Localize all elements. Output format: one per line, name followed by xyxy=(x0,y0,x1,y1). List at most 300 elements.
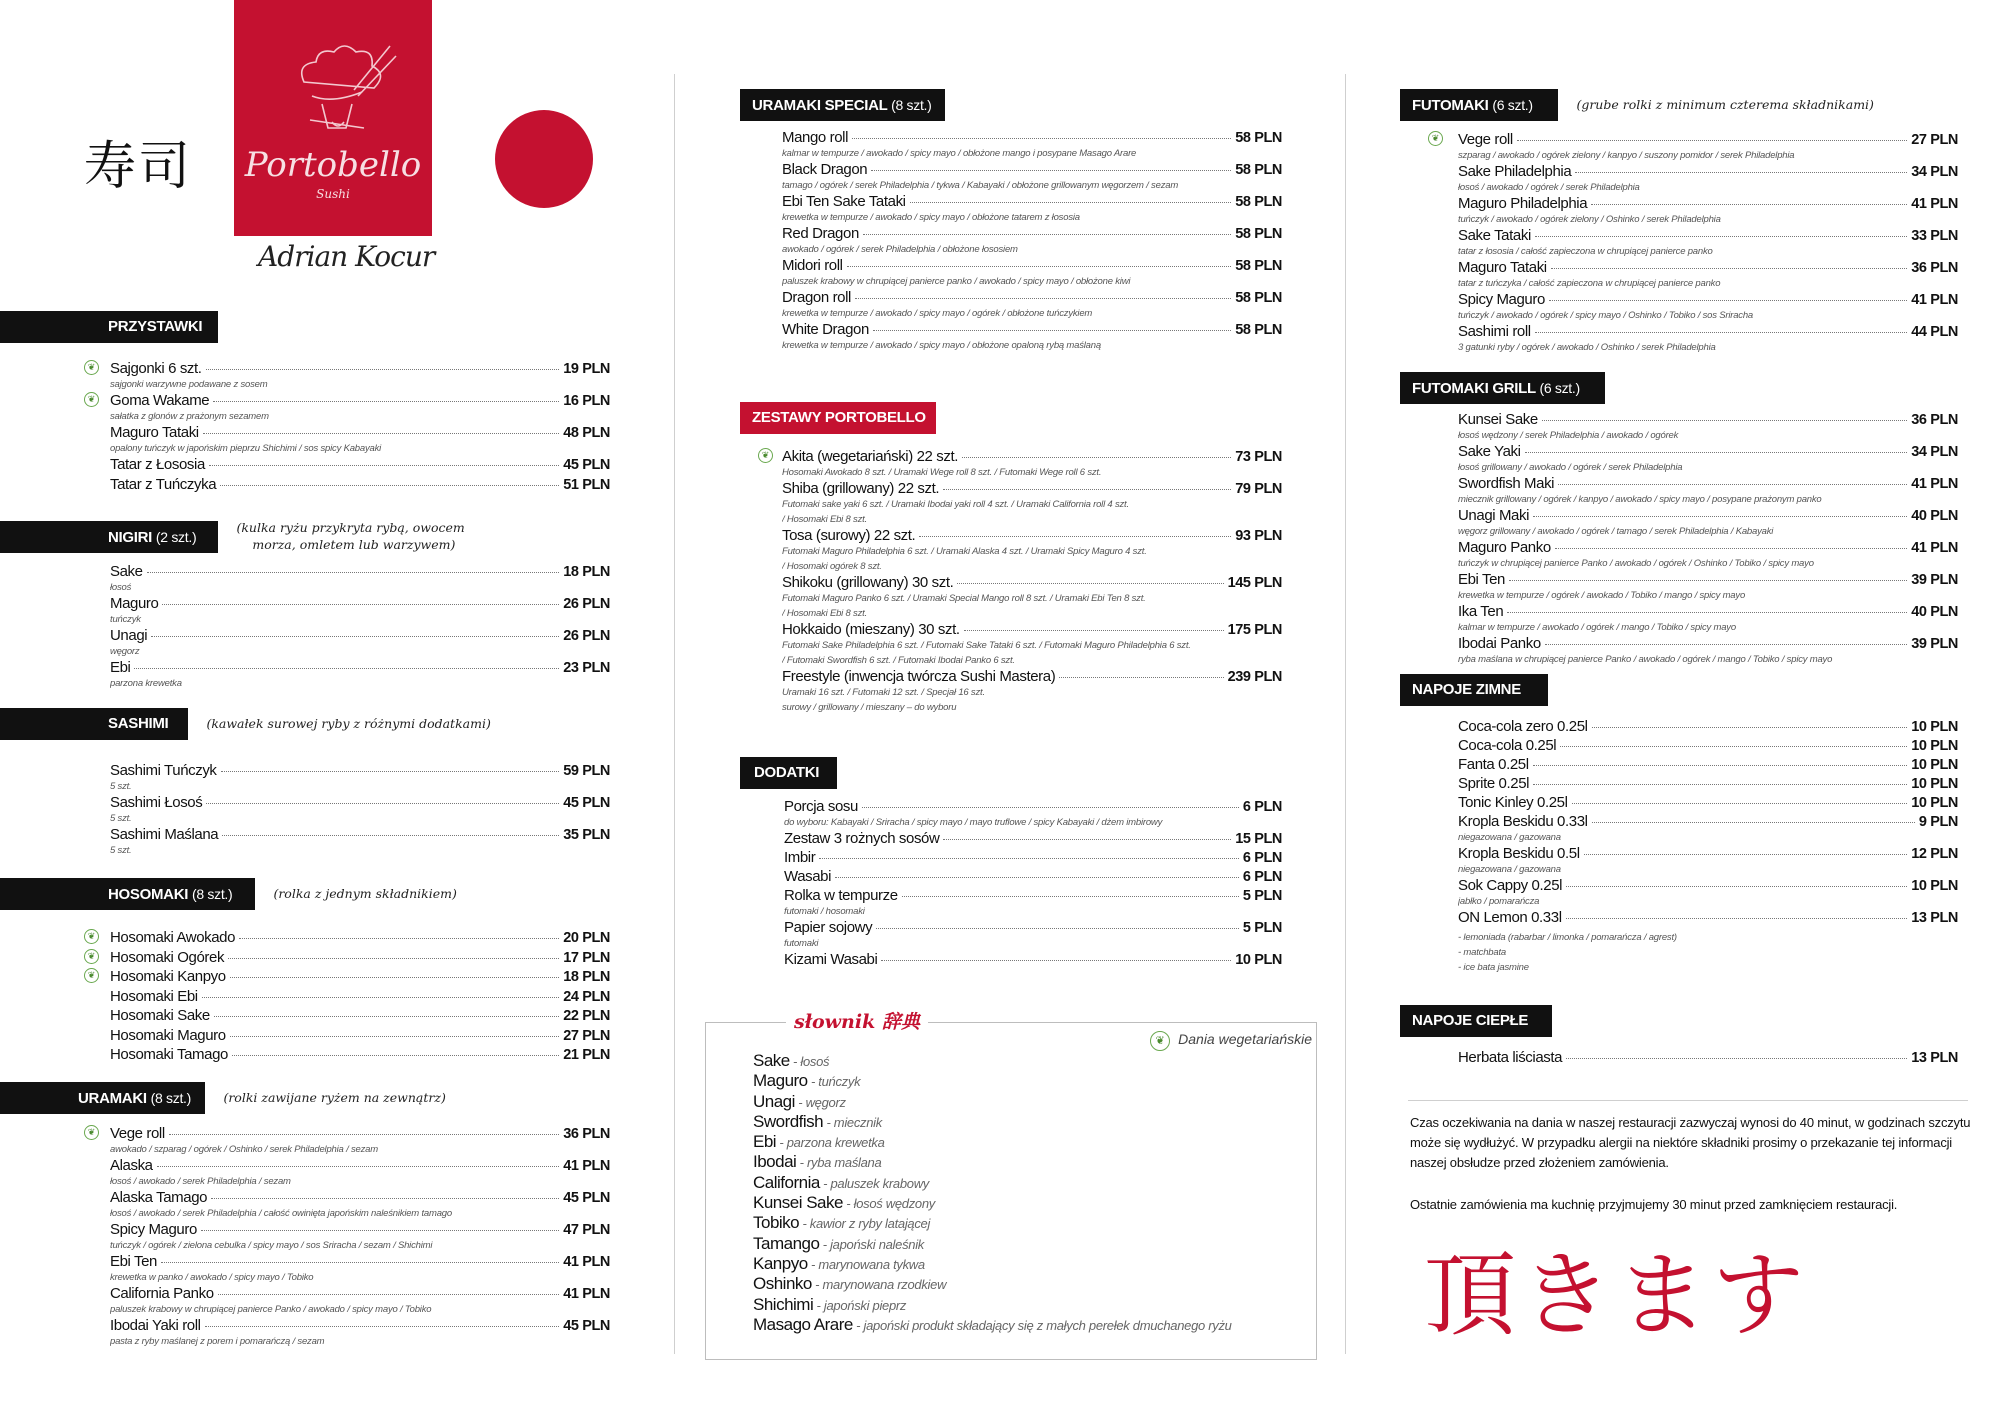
leaf-icon: ❦ xyxy=(84,360,99,375)
menu-item xyxy=(1458,195,1958,227)
item-name: Hosomaki Ebi xyxy=(110,987,198,1005)
item-description: futomaki / hosomaki xyxy=(784,906,865,917)
item-name: Porcja sosu xyxy=(784,798,858,815)
item-description: parzona krewetka xyxy=(110,678,182,689)
glossary-definition: - marynowana tykwa xyxy=(807,1256,925,1272)
item-name: Sashimi Maślana xyxy=(110,826,219,843)
menu-item-row xyxy=(1458,259,1958,276)
dot-leader xyxy=(873,330,1231,331)
item-description: szparag / awokado / ogórek zielony / kanpyo / suszony pomidor / serek Philadelphia xyxy=(1458,150,1795,161)
glossary-entry xyxy=(753,1051,1232,1071)
item-price: 41 PLN xyxy=(563,1158,610,1174)
item-name: Hosomaki Sake xyxy=(110,1007,210,1024)
item-price: 40 PLN xyxy=(1911,604,1958,620)
item-price: 45 PLN xyxy=(563,795,610,811)
dot-leader xyxy=(1059,677,1223,678)
menu-item-row xyxy=(784,951,1282,968)
menu-item xyxy=(110,762,610,794)
item-description: do wyboru: Kabayaki / Sriracha / spicy mayo / mayo truflowe / spicy Kabayaki / dżem imbirowy xyxy=(784,817,1163,828)
glossary-definition: - miecznik xyxy=(823,1114,882,1130)
item-description: surowy / grillowany / mieszany – do wyboru xyxy=(782,702,957,713)
item-price: 45 PLN xyxy=(563,457,610,473)
item-description: tuńczyk / ogórek / zielona cebulka / spicy mayo / sos Sriracha / sezam / Shichimi xyxy=(110,1240,433,1251)
menu-item-row xyxy=(1458,227,1958,244)
menu-item-row xyxy=(782,225,1282,242)
section-note: (kawałek surowej ryby z różnymi dodatkami) xyxy=(206,716,491,731)
item-description: / Futomaki Swordfish 6 szt. / Futomaki Ibodai Panko 6 szt. xyxy=(782,655,1015,666)
glossary-entry xyxy=(753,1152,1232,1172)
item-price: 39 PLN xyxy=(1911,636,1958,652)
dot-leader xyxy=(220,485,559,486)
dot-leader xyxy=(964,630,1224,631)
leaf-icon: ❦ xyxy=(84,949,99,964)
item-price: 5 PLN xyxy=(1242,888,1282,904)
dot-leader xyxy=(213,401,559,402)
glossary-term: Tamango xyxy=(753,1233,820,1253)
item-description: paluszek krabowy w chrupiącej panierce panko / awokado / spicy mayo / obłożone kiwi xyxy=(782,276,1131,287)
lemon-flavour: - lemoniada (rabarbar / limonka / pomarańcza / agrest) xyxy=(1458,932,1677,943)
item-name: Coca-cola 0.25l xyxy=(1458,737,1557,754)
section-dodatki xyxy=(740,757,1300,791)
menu-item xyxy=(110,826,610,858)
glossary-entry xyxy=(753,1213,1232,1233)
menu-item xyxy=(110,1157,610,1189)
menu-item xyxy=(784,849,1282,866)
item-name: Spicy Maguro xyxy=(110,1221,197,1238)
menu-item-row xyxy=(110,794,610,811)
menu-item xyxy=(1458,909,1958,926)
item-name: Ebi Ten xyxy=(1458,571,1505,588)
dot-leader xyxy=(214,1016,559,1017)
menu-item xyxy=(782,289,1282,321)
menu-item-row xyxy=(782,574,1282,591)
item-price: 12 PLN xyxy=(1911,846,1958,862)
menu-item xyxy=(110,1221,610,1253)
item-price: 9 PLN xyxy=(1918,814,1958,830)
dot-leader xyxy=(201,1230,559,1231)
dot-leader xyxy=(902,896,1239,897)
item-name: Unagi xyxy=(110,627,148,644)
menu-item-row xyxy=(110,1317,610,1334)
item-price: 51 PLN xyxy=(563,477,610,493)
item-price: 58 PLN xyxy=(1235,258,1282,274)
dot-leader xyxy=(202,997,560,998)
item-price: 10 PLN xyxy=(1911,738,1958,754)
dot-leader xyxy=(209,465,559,466)
glossary-entry xyxy=(753,1092,1232,1112)
menu-item-row xyxy=(1458,845,1958,862)
dot-leader xyxy=(1517,140,1907,141)
glossary-entry xyxy=(753,1274,1232,1294)
menu-item xyxy=(784,951,1282,968)
dot-leader xyxy=(847,266,1232,267)
menu-item xyxy=(1431,131,1958,163)
menu-item xyxy=(1458,775,1958,792)
leaf-icon: ❦ xyxy=(84,968,99,983)
menu-item-row xyxy=(782,193,1282,210)
item-price: 58 PLN xyxy=(1235,226,1282,242)
menu-item-row xyxy=(110,1125,610,1142)
section-futomaki xyxy=(1400,89,1970,123)
section-zestawy xyxy=(740,402,1300,436)
menu-item xyxy=(87,948,610,966)
menu-item-row xyxy=(784,919,1282,936)
item-description: węgorz xyxy=(110,646,140,657)
item-description: miecznik grillowany / ogórek / kanpyo / awokado / spicy mayo / posypane prażonym panko xyxy=(1458,494,1822,505)
menu-item xyxy=(1458,635,1958,667)
logo-box xyxy=(234,0,432,236)
dot-leader xyxy=(943,489,1231,490)
menu-item-row xyxy=(784,868,1282,885)
dot-leader xyxy=(1533,784,1907,785)
dot-leader xyxy=(206,803,559,804)
menu-item-row xyxy=(110,595,610,612)
column-divider xyxy=(1345,74,1346,1354)
leaf-icon: ❦ xyxy=(758,448,773,463)
item-price: 47 PLN xyxy=(563,1222,610,1238)
menu-item xyxy=(110,1189,610,1221)
item-name: Unagi Maki xyxy=(1458,507,1530,524)
glossary-term: Kunsei Sake xyxy=(753,1193,843,1213)
glossary-term: California xyxy=(753,1172,820,1192)
section-note: (grube rolki z minimum czterema składnikami) xyxy=(1576,97,1874,112)
dot-leader xyxy=(910,202,1232,203)
glossary-entry xyxy=(753,1315,1232,1335)
glossary-definition: - japoński produkt składający się z małych perełek dmuchanego ryżu xyxy=(852,1317,1232,1333)
item-description: tuńczyk / awokado / ogórek zielony / Oshinko / serek Philadelphia xyxy=(1458,214,1721,225)
menu-item xyxy=(1458,227,1958,259)
dot-leader xyxy=(1551,268,1907,269)
menu-item xyxy=(1458,845,1958,877)
menu-item-row xyxy=(1458,718,1958,735)
dot-leader xyxy=(1535,332,1908,333)
menu-item xyxy=(110,424,610,456)
item-description: Futomaki Sake Philadelphia 6 szt. / Futomaki Sake Tataki 6 szt. / Futomaki Maguro Philadelphia 6 szt. xyxy=(782,640,1191,651)
menu-item-row xyxy=(110,563,610,580)
dot-leader xyxy=(221,771,560,772)
menu-item-row xyxy=(782,480,1282,497)
section-napoje-cieple xyxy=(1400,1005,1970,1039)
item-price: 44 PLN xyxy=(1911,324,1958,340)
dot-leader xyxy=(211,1198,559,1199)
dot-leader xyxy=(162,604,559,605)
menu-item xyxy=(1458,718,1958,735)
item-price: 45 PLN xyxy=(563,1190,610,1206)
item-price: 23 PLN xyxy=(563,660,610,676)
glossary-definition: - kawior z ryby latającej xyxy=(799,1216,931,1232)
signature: Adrian Kocur xyxy=(258,240,435,273)
dot-leader xyxy=(1535,236,1907,237)
glossary-definition: - łosoś wędzony xyxy=(842,1196,935,1212)
item-description: tuńczyk / awokado / ogórek / spicy mayo / Oshinko / Tobiko / sos Sriracha xyxy=(1458,310,1753,321)
item-price: 10 PLN xyxy=(1911,795,1958,811)
leaf-icon: ❦ xyxy=(1428,131,1443,146)
item-price: 58 PLN xyxy=(1235,194,1282,210)
dot-leader xyxy=(1545,644,1907,645)
item-name: Sashimi roll xyxy=(1458,323,1531,340)
uramaki-list xyxy=(87,1125,610,1349)
last-orders-note: Ostatnie zamówienia ma kuchnię przyjmujemy 30 minut przed zamknięciem restauracji. xyxy=(1410,1197,1898,1212)
item-name: Herbata liściasta xyxy=(1458,1049,1563,1066)
item-name: Sake Philadelphia xyxy=(1458,163,1572,180)
glossary-entry xyxy=(753,1193,1232,1213)
item-name: Vege roll xyxy=(110,1125,165,1142)
dot-leader xyxy=(819,858,1239,859)
item-price: 17 PLN xyxy=(563,949,610,966)
section-title: NAPOJE ZIMNE xyxy=(1400,674,1548,706)
section-title: URAMAKI (8 szt.) xyxy=(0,1082,205,1114)
dot-leader xyxy=(855,298,1231,299)
item-price: 39 PLN xyxy=(1911,572,1958,588)
kanji-title: 寿司 xyxy=(84,137,193,197)
item-name: Freestyle (inwencja twórcza Sushi Mastera) xyxy=(782,668,1056,685)
glossary-term: Ibodai xyxy=(753,1152,797,1172)
item-price: 6 PLN xyxy=(1242,799,1282,815)
menu-item xyxy=(1458,756,1958,773)
menu-item xyxy=(110,1253,610,1285)
item-price: 175 PLN xyxy=(1227,622,1282,638)
dot-leader xyxy=(222,835,559,836)
glossary-entry xyxy=(753,1112,1232,1132)
menu-item xyxy=(1458,571,1958,603)
logo-subtext: Sushi xyxy=(316,187,350,201)
item-name: Sprite 0.25l xyxy=(1458,775,1530,792)
glossary-term: Unagi xyxy=(753,1091,795,1111)
przystawki-list xyxy=(87,360,610,496)
menu-item-row xyxy=(1458,775,1958,792)
item-name: Hokkaido (mieszany) 30 szt. xyxy=(782,621,960,638)
dot-leader xyxy=(1584,854,1908,855)
item-description: tatar z łososia / całość zapieczona w chrupiącej panierce panko xyxy=(1458,246,1713,257)
menu-item-row xyxy=(110,826,610,843)
futomaki-grill-list xyxy=(1458,411,1958,667)
glossary-definition: - ryba maślana xyxy=(796,1155,882,1171)
glossary-term: Kanpyo xyxy=(753,1253,808,1273)
menu-item xyxy=(110,563,610,595)
item-name: Maguro Panko xyxy=(1458,539,1551,556)
menu-item-row xyxy=(110,1253,610,1270)
dot-leader xyxy=(852,138,1231,139)
item-price: 10 PLN xyxy=(1911,757,1958,773)
menu-item xyxy=(1458,1049,1958,1066)
glossary-term: Ebi xyxy=(753,1132,777,1152)
logo-text: Portobello xyxy=(244,145,422,185)
dot-leader xyxy=(1558,484,1907,485)
menu-item-row xyxy=(110,392,610,409)
dot-leader xyxy=(1549,300,1907,301)
glossary-entry xyxy=(753,1173,1232,1193)
nigiri-list xyxy=(110,563,610,691)
dot-leader xyxy=(1566,1058,1907,1059)
item-description: niegazowana / gazowana xyxy=(1458,864,1561,875)
item-name: Papier sojowy xyxy=(784,919,873,936)
menu-item-row xyxy=(782,289,1282,306)
item-description: sałatka z glonów z prażonym sezamem xyxy=(110,411,269,422)
item-price: 10 PLN xyxy=(1911,878,1958,894)
item-name: Vege roll xyxy=(1458,131,1513,148)
menu-item xyxy=(110,988,610,1005)
menu-item-row xyxy=(782,321,1282,338)
dot-leader xyxy=(1592,822,1915,823)
item-price: 41 PLN xyxy=(1911,540,1958,556)
item-name: Swordfish Maki xyxy=(1458,475,1555,492)
dot-leader xyxy=(218,1294,560,1295)
item-description: futomaki xyxy=(784,938,819,949)
menu-item xyxy=(87,360,610,392)
item-description: 5 szt. xyxy=(110,781,132,792)
menu-item xyxy=(784,919,1282,951)
leaf-icon: ❦ xyxy=(84,392,99,407)
item-description: / Hosomaki Ebi 8 szt. xyxy=(782,608,868,619)
menu-item xyxy=(1458,411,1958,443)
item-name: Hosomaki Kanpyo xyxy=(110,968,226,985)
item-description: 3 gatunki ryby / ogórek / awokado / Oshinko / serek Philadelphia xyxy=(1458,342,1716,353)
section-title: PRZYSTAWKI xyxy=(0,311,218,343)
glossary-entry xyxy=(753,1295,1232,1315)
menu-item-row xyxy=(110,1046,610,1063)
dot-leader xyxy=(1507,612,1907,613)
item-price: 41 PLN xyxy=(1911,476,1958,492)
item-name: Sake Tataki xyxy=(1458,227,1531,244)
menu-item-row xyxy=(1458,877,1958,894)
item-name: Maguro Philadelphia xyxy=(1458,195,1588,212)
item-description: tuńczyk w chrupiącej panierce Panko / awokado / ogórek / Oshinko / Tobiko / spicy mayo xyxy=(1458,558,1814,569)
item-price: 40 PLN xyxy=(1911,508,1958,524)
dot-leader xyxy=(876,928,1239,929)
dot-leader xyxy=(1592,727,1908,728)
menu-item-row xyxy=(110,456,610,473)
menu-item xyxy=(110,595,610,627)
section-title: URAMAKI SPECIAL (8 szt.) xyxy=(740,89,945,121)
item-description: 5 szt. xyxy=(110,813,132,824)
item-price: 20 PLN xyxy=(563,930,610,946)
item-price: 27 PLN xyxy=(563,1027,610,1044)
dot-leader xyxy=(134,668,559,669)
menu-item-row xyxy=(110,1285,610,1302)
section-note: (kulka ryżu przykryta rybą, owocem morza, omletem lub warzywem) xyxy=(236,520,465,552)
glossary-entry xyxy=(753,1234,1232,1254)
dot-leader xyxy=(863,234,1231,235)
menu-item-row xyxy=(110,1027,610,1044)
menu-item-row xyxy=(782,129,1282,146)
item-name: Sajgonki 6 szt. xyxy=(110,360,202,377)
glossary-entry xyxy=(753,1071,1232,1091)
veg-legend: ❦ Dania wegetariańskie xyxy=(1150,1031,1312,1051)
item-name: Mango roll xyxy=(782,129,849,146)
menu-item xyxy=(87,392,610,424)
section-title: SASHIMI xyxy=(0,708,188,740)
item-name: Sok Cappy 0.25l xyxy=(1458,877,1563,894)
menu-item xyxy=(110,1046,610,1063)
menu-item-row xyxy=(1458,813,1958,830)
item-price: 58 PLN xyxy=(1235,290,1282,306)
item-price: 13 PLN xyxy=(1911,910,1958,926)
section-note: (rolki zawijane ryżem na zewnątrz) xyxy=(223,1090,446,1105)
menu-item-row xyxy=(1458,443,1958,460)
item-name: Sake xyxy=(110,563,143,580)
item-description: łosoś grillowany / awokado / ogórek / serek Philadelphia xyxy=(1458,462,1683,473)
glossary-term: Tobiko xyxy=(753,1213,800,1233)
item-name: ON Lemon 0.33l xyxy=(1458,909,1562,926)
menu-item xyxy=(782,668,1282,715)
item-name: Tatar z Tuńczyka xyxy=(110,476,217,493)
glossary-definition: - japoński naleśnik xyxy=(819,1236,924,1252)
leaf-icon: ❦ xyxy=(1150,1031,1170,1051)
item-name: Kropla Beskidu 0.33l xyxy=(1458,813,1588,830)
item-price: 34 PLN xyxy=(1911,444,1958,460)
dot-leader xyxy=(1533,765,1908,766)
item-price: 5 PLN xyxy=(1242,920,1282,936)
menu-item-row xyxy=(784,849,1282,866)
item-description: pasta z ryby maślanej z porem i pomarańczą / sezam xyxy=(110,1336,325,1347)
menu-item-row xyxy=(1458,291,1958,308)
item-description: niegazowana / gazowana xyxy=(1458,832,1561,843)
menu-item-row xyxy=(1458,603,1958,620)
item-price: 21 PLN xyxy=(563,1047,610,1063)
menu-item xyxy=(784,830,1282,847)
menu-item xyxy=(782,129,1282,161)
item-price: 41 PLN xyxy=(563,1286,610,1302)
info-divider xyxy=(1408,1100,1968,1101)
menu-item xyxy=(1458,259,1958,291)
menu-item-row xyxy=(110,424,610,441)
menu-item-row xyxy=(782,668,1282,685)
menu-item-row xyxy=(1458,737,1958,754)
dot-leader xyxy=(151,636,559,637)
item-name: Sake Yaki xyxy=(1458,443,1521,460)
item-description: Futomaki Maguro Philadelphia 6 szt. / Uramaki Alaska 4 szt. / Uramaki Spicy Maguro 4 szt. xyxy=(782,546,1147,557)
column-divider xyxy=(674,74,675,1354)
item-description: łosoś / awokado / ogórek / serek Philadelphia xyxy=(1458,182,1640,193)
item-description: krewetka w tempurze / ogórek / awokado / Tobiko / mango / spicy mayo xyxy=(1458,590,1746,601)
glossary-definition: - tuńczyk xyxy=(807,1074,861,1090)
menu-item xyxy=(87,929,610,946)
menu-item xyxy=(784,798,1282,830)
item-name: Shiba (grillowany) 22 szt. xyxy=(782,480,940,497)
dot-leader xyxy=(957,583,1223,584)
menu-item-row xyxy=(110,988,610,1005)
item-description: Uramaki 16 szt. / Futomaki 12 szt. / Specjał 16 szt. xyxy=(782,687,985,698)
dot-leader xyxy=(943,839,1231,840)
item-name: Hosomaki Ogórek xyxy=(110,948,225,966)
item-name: Hosomaki Maguro xyxy=(110,1026,226,1044)
item-name: Alaska xyxy=(110,1157,153,1174)
item-price: 13 PLN xyxy=(1911,1050,1958,1066)
menu-item xyxy=(1458,163,1958,195)
dot-leader xyxy=(203,433,559,434)
menu-item xyxy=(1458,507,1958,539)
menu-item-row xyxy=(1458,794,1958,811)
section-hosomaki xyxy=(0,878,620,912)
item-description: krewetka w tempurze / awokado / spicy mayo / obłożone tatarem z łososia xyxy=(782,212,1080,223)
dot-leader xyxy=(862,807,1239,808)
glossary-term: Sake xyxy=(753,1051,790,1070)
dot-leader xyxy=(962,457,1231,458)
item-name: Ebi xyxy=(110,659,131,676)
item-price: 239 PLN xyxy=(1227,669,1282,685)
menu-item xyxy=(1458,475,1958,507)
menu-item xyxy=(782,161,1282,193)
item-name: Tosa (surowy) 22 szt. xyxy=(782,527,916,544)
item-name: Rolka w tempurze xyxy=(784,887,898,904)
menu-item xyxy=(784,868,1282,885)
futomaki-list xyxy=(1431,131,1958,355)
section-title: FUTOMAKI GRILL (6 szt.) xyxy=(1400,372,1605,404)
dot-leader xyxy=(1566,886,1907,887)
section-title: HOSOMAKI (8 szt.) xyxy=(0,878,255,910)
item-name: Maguro Tataki xyxy=(110,424,199,441)
glossary-term: Oshinko xyxy=(753,1274,812,1294)
